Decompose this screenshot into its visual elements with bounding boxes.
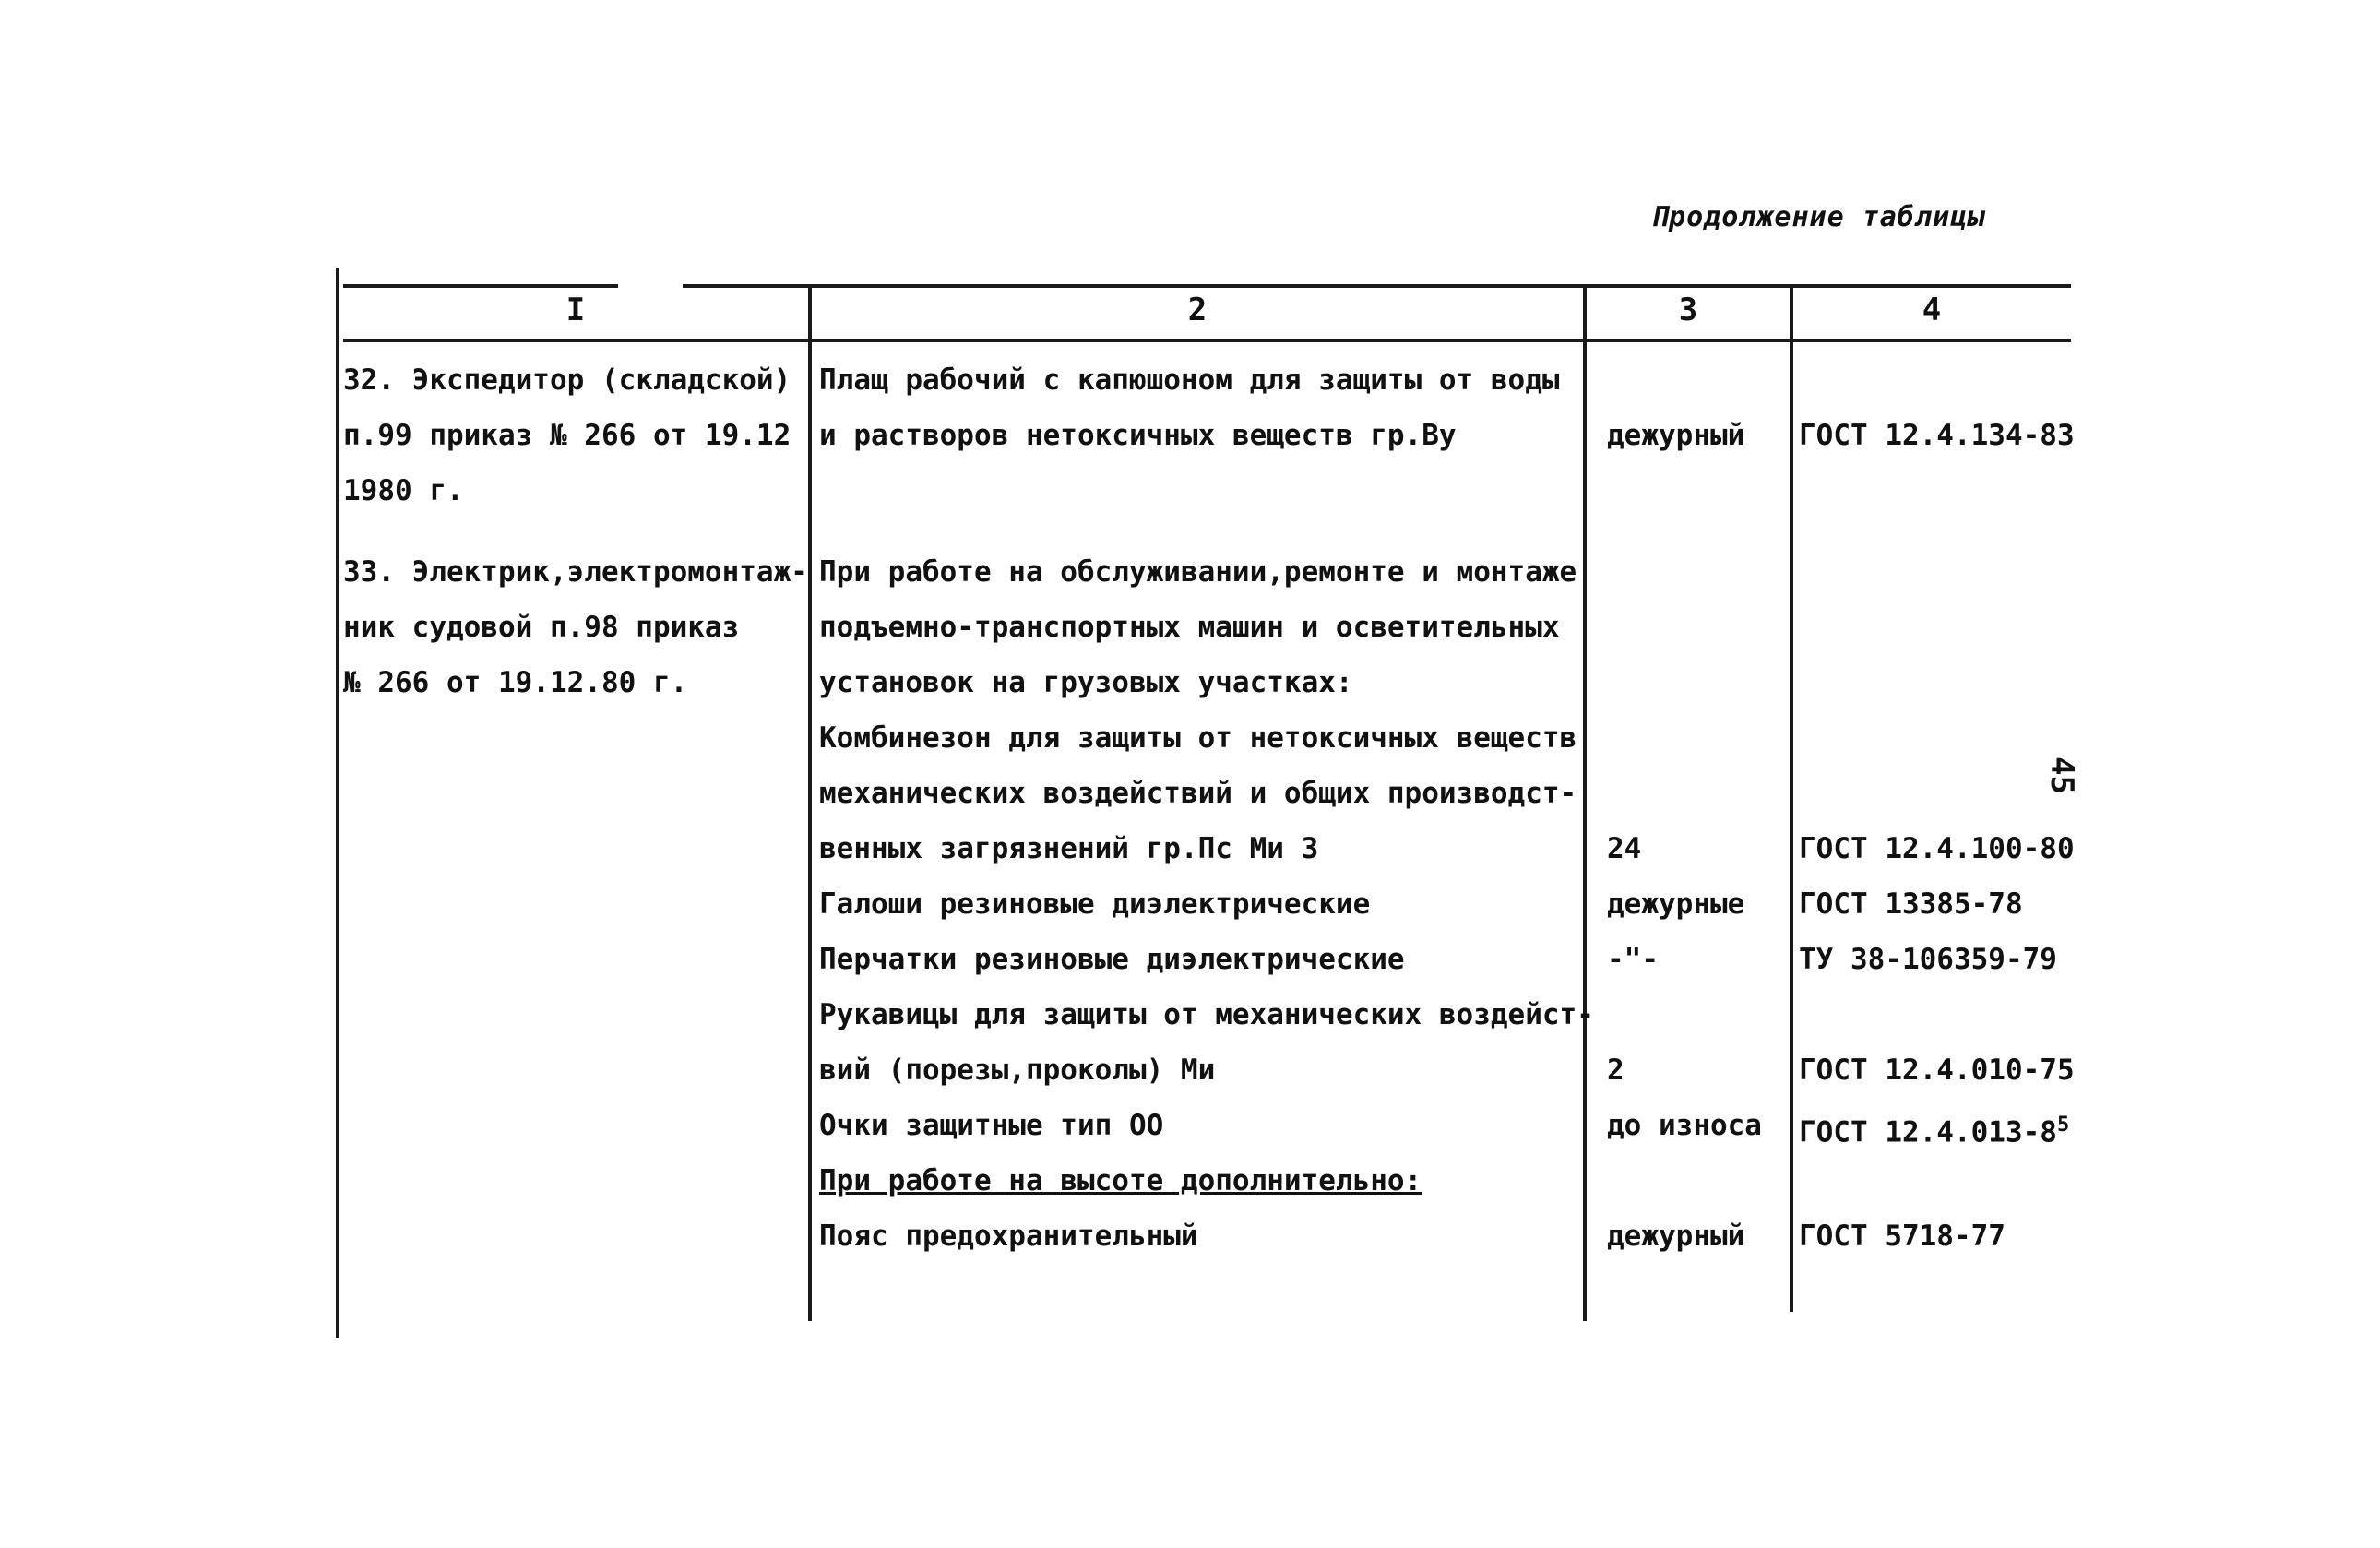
row33-equipment-line: венных загрязнений гр.Пс Ми 3 bbox=[819, 832, 1319, 865]
col-divider-1 bbox=[808, 288, 812, 1321]
row33-profession-line: ник судовой п.98 приказ bbox=[343, 611, 740, 644]
row33-subheading-height-work: При работе на высоте дополнительно: bbox=[819, 1164, 1422, 1197]
standard-superscript: 5 bbox=[2056, 1113, 2070, 1137]
row32-equipment-line: Плащ рабочий с капюшоном для защиты от воды bbox=[819, 363, 1560, 397]
table-caption: Продолжение таблицы bbox=[1651, 201, 1986, 233]
row33-equipment-line: Очки защитные тип ОО bbox=[819, 1109, 1164, 1142]
row32-standard: ГОСТ 12.4.134-83 bbox=[1799, 419, 2075, 452]
row33-equipment-line: установок на грузовых участках: bbox=[819, 666, 1353, 699]
table-top-rule-left bbox=[343, 284, 618, 288]
col-divider-2 bbox=[1583, 288, 1587, 1321]
row33-profession-line: 33. Электрик,электромонтаж- bbox=[343, 555, 808, 589]
column-header-2: 2 bbox=[1187, 292, 1208, 328]
row33-equipment-line: Перчатки резиновые диэлектрические bbox=[819, 943, 1405, 976]
row33-equipment-line: вий (порезы,проколы) Ми bbox=[819, 1054, 1216, 1087]
standard-text: ГОСТ 12.4.013-8 bbox=[1799, 1115, 2057, 1149]
row33-standard: ТУ 38-106359-79 bbox=[1799, 943, 2057, 976]
row33-standard: ГОСТ 5718-77 bbox=[1799, 1220, 2005, 1253]
col-divider-3 bbox=[1790, 288, 1793, 1312]
row33-equipment-line: механических воздействий и общих производст- bbox=[819, 777, 1577, 810]
row33-term: дежурные bbox=[1607, 887, 1745, 921]
column-header-3: 3 bbox=[1678, 292, 1698, 328]
row32-profession-line: п.99 приказ № 266 от 19.12 bbox=[343, 419, 791, 452]
row33-equipment-line: Комбинезон для защиты от нетоксичных веществ bbox=[819, 721, 1577, 755]
row33-equipment-line: Рукавицы для защиты от механических воздейст- bbox=[819, 998, 1594, 1031]
column-header-1: I bbox=[565, 292, 586, 328]
row33-equipment-line: Галоши резиновые диэлектрические bbox=[819, 887, 1371, 921]
row32-profession-line: 1980 г. bbox=[343, 474, 464, 507]
table-top-rule-right bbox=[683, 284, 2071, 288]
page-number: 45 bbox=[2043, 756, 2080, 794]
row33-equipment-line: При работе на обслуживании,ремонте и монтаже bbox=[819, 555, 1577, 589]
column-header-4: 4 bbox=[1922, 292, 1942, 328]
row32-equipment-line: и растворов нетоксичных веществ гр.Ву bbox=[819, 419, 1457, 452]
row33-term: до износа bbox=[1607, 1109, 1762, 1142]
row33-equipment-line: подъемно-транспортных машин и осветительных bbox=[819, 611, 1560, 644]
row33-standard bbox=[1799, 1098, 2069, 1160]
row33-term: дежурный bbox=[1607, 1220, 1745, 1253]
row33-standard: ГОСТ 12.4.100-80 bbox=[1799, 832, 2075, 865]
row32-profession-line: 32. Экспедитор (складской) bbox=[343, 363, 791, 397]
row33-equipment-line: Пояс предохранительный bbox=[819, 1220, 1198, 1253]
row33-term: -"- bbox=[1607, 943, 1659, 976]
row33-profession-line: № 266 от 19.12.80 г. bbox=[343, 666, 688, 699]
left-table-border bbox=[336, 268, 339, 1338]
row33-standard: ГОСТ 12.4.010-75 bbox=[1799, 1054, 2075, 1087]
row33-term: 24 bbox=[1607, 832, 1642, 865]
header-bottom-rule bbox=[343, 339, 2071, 342]
row33-standard: ГОСТ 13385-78 bbox=[1799, 887, 2023, 921]
row33-term: 2 bbox=[1607, 1054, 1624, 1087]
row32-term: дежурный bbox=[1607, 419, 1745, 452]
